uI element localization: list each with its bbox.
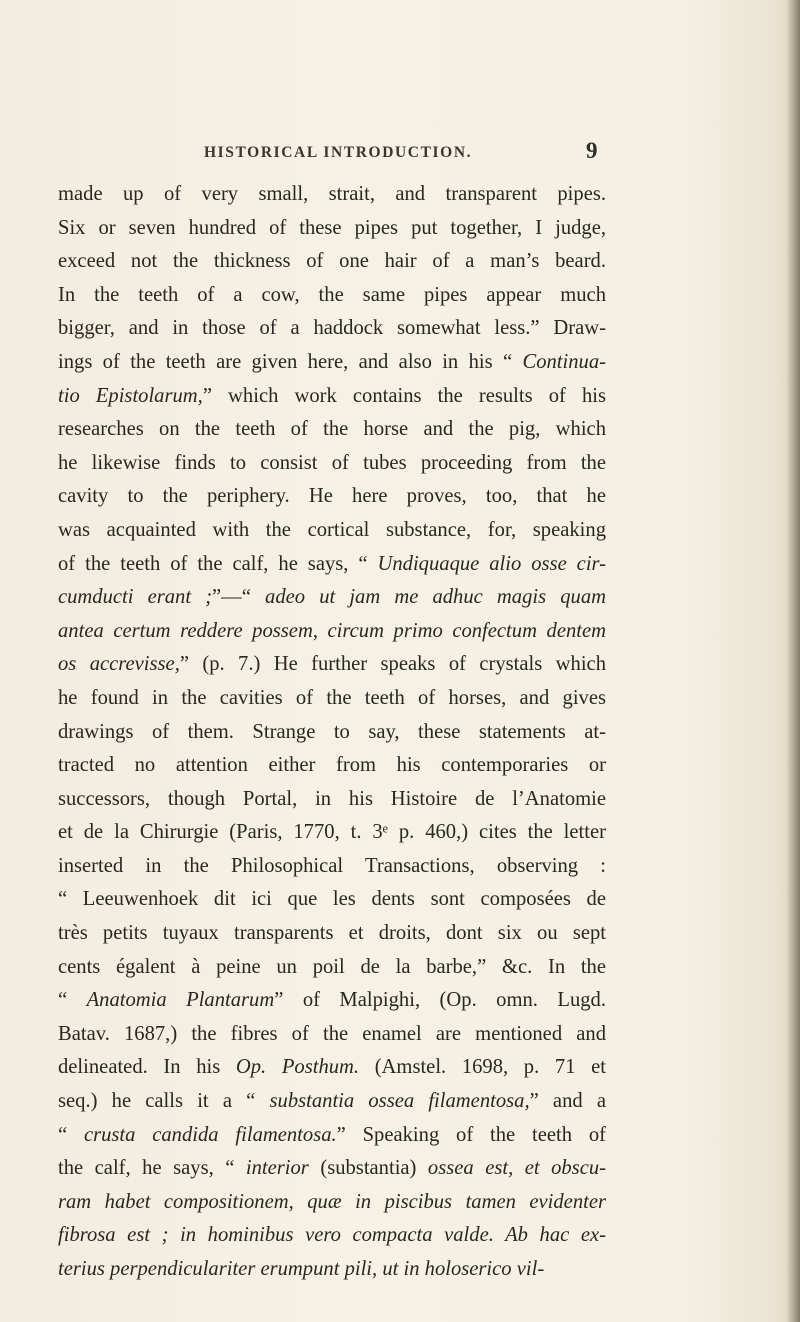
text-run: “ Leeuwenhoek dit ici que les dents sont composées de [58, 888, 606, 911]
italic-text: Undiquaque alio osse cir- [377, 552, 606, 575]
text-line [58, 279, 606, 313]
text-run: ” and a [529, 1090, 606, 1113]
text-line [58, 917, 606, 951]
italic-text: terius perpendiculariter erumpunt pili, ut in holoserico vil- [58, 1258, 545, 1280]
italic-text: os accrevisse, [58, 653, 180, 676]
text-run: was acquainted with the cortical substance, for, speaking [58, 518, 606, 541]
text-run: successors, though Portal, in his Histoire de l’Anatomie [58, 787, 606, 810]
italic-text: tio Epistolarum, [58, 384, 203, 407]
text-line [58, 984, 606, 1018]
text-run: ” Speaking of the teeth of [336, 1123, 606, 1146]
text-run: cavity to the periphery. He here proves, too, that he [58, 485, 606, 508]
text-line [58, 1152, 606, 1186]
text-line [58, 749, 606, 783]
text-run: bigger, and in those of a haddock somewhat less.” Draw- [58, 317, 606, 340]
text-run: he found in the cavities of the teeth of horses, and gives [58, 686, 606, 709]
text-line [58, 413, 606, 447]
text-run: of the teeth of the calf, he says, “ [58, 552, 378, 575]
italic-text: substantia ossea filamentosa, [269, 1090, 530, 1113]
italic-text: cumducti erant ; [58, 586, 213, 609]
text-line [58, 1253, 606, 1287]
text-run: exceed not the thickness of one hair of a man’s beard. [58, 250, 606, 273]
text-run: he likewise finds to consist of tubes proceeding from the [58, 451, 606, 474]
text-line [58, 548, 606, 582]
text-line [58, 648, 606, 682]
text-line [58, 514, 606, 548]
italic-text: Anatomia Plantarum [86, 989, 275, 1012]
text-line [58, 447, 606, 481]
text-run: inserted in the Philosophical Transactions, observing : [58, 854, 606, 877]
text-line [58, 581, 606, 615]
text-run: (substantia) [308, 1157, 428, 1180]
text-run: seq.) he calls it a “ [58, 1090, 270, 1113]
text-line [58, 480, 606, 514]
text-line [58, 1219, 606, 1253]
italic-text: crusta candida filamentosa. [83, 1123, 337, 1146]
text-run: ” (p. 7.) He further speaks of crystals which [179, 653, 606, 676]
italic-text: ossea est, et obscu- [427, 1157, 606, 1180]
text-run: tracted no attention either from his contemporaries or [58, 754, 606, 777]
text-run: made up of very small, strait, and transparent pipes. [58, 183, 606, 205]
text-run: the calf, he says, “ [58, 1157, 246, 1180]
text-line [58, 1186, 606, 1220]
text-run: delineated. In his [58, 1056, 236, 1079]
page-number: 9 [586, 138, 598, 163]
text-line [58, 883, 606, 917]
italic-text: antea certum reddere possem, circum primo confectum dentem [58, 619, 606, 642]
italic-text: interior [245, 1157, 309, 1180]
text-run: “ [58, 1123, 84, 1146]
text-run: ings of the teeth are given here, and also in his “ [58, 350, 523, 373]
text-line [58, 346, 606, 380]
text-run: Batav. 1687,) the fibres of the enamel are mentioned and [58, 1022, 606, 1045]
page-header [0, 138, 800, 168]
text-line [58, 1051, 606, 1085]
text-line [58, 1119, 606, 1153]
text-line [58, 850, 606, 884]
text-line [58, 783, 606, 817]
text-run: ” of Malpighi, (Op. omn. Lugd. [274, 989, 606, 1012]
text-line [58, 1018, 606, 1052]
text-run: cents égalent à peine un poil de la barbe,” &c. In the [58, 955, 606, 978]
text-run: Six or seven hundred of these pipes put together, I judge, [58, 216, 606, 239]
text-run: “ [58, 989, 87, 1012]
italic-text: Op. Posthum. [235, 1056, 360, 1079]
running-head: HISTORICAL INTRODUCTION. [204, 144, 473, 161]
page-edge-shadow [786, 0, 800, 1322]
text-line [58, 816, 606, 850]
text-line [58, 1085, 606, 1119]
text-line [58, 716, 606, 750]
text-line [58, 178, 606, 212]
italic-text: adeo ut jam me adhuc magis quam [265, 586, 606, 609]
text-line [58, 312, 606, 346]
text-run: (Amstel. 1698, p. 71 et [359, 1056, 606, 1079]
text-line [58, 212, 606, 246]
text-line [58, 951, 606, 985]
text-line [58, 245, 606, 279]
italic-text: fibrosa est ; in hominibus vero compacta valde. Ab hac ex- [58, 1224, 606, 1247]
text-run: ”—“ [212, 586, 266, 609]
text-line [58, 682, 606, 716]
text-line [58, 615, 606, 649]
text-run: très petits tuyaux transparents et droits, dont six ou sept [58, 922, 606, 945]
text-run: drawings of them. Strange to say, these statements at- [58, 720, 606, 743]
body-text [58, 178, 606, 1287]
italic-text: ram habet compositionem, quæ in piscibus tamen evidenter [58, 1190, 606, 1213]
text-run: ” which work contains the results of his [202, 384, 607, 407]
text-run: et de la Chirurgie (Paris, 1770, t. 3ᵉ p. 460,) cites the letter [58, 821, 606, 844]
text-run: In the teeth of a cow, the same pipes appear much [58, 283, 606, 306]
text-run: researches on the teeth of the horse and the pig, which [58, 418, 606, 441]
text-line [58, 380, 606, 414]
italic-text: Continua- [522, 350, 606, 373]
